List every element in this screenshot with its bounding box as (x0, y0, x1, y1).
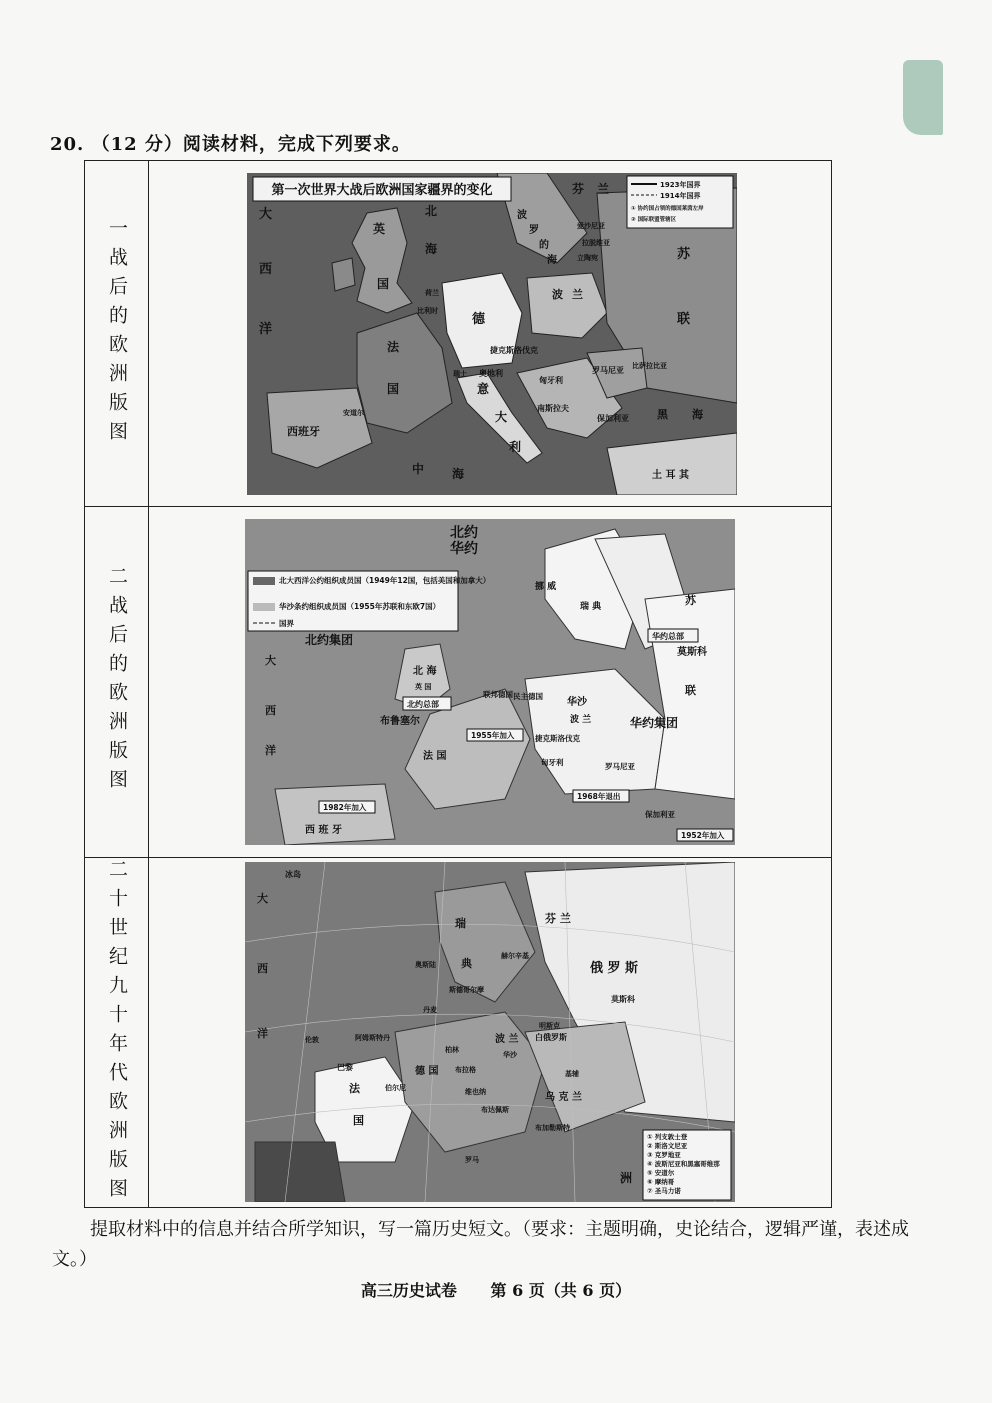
map3-legend-1: ② 斯洛文尼亚 (647, 1142, 688, 1150)
map2-label: 西 (265, 704, 276, 717)
map3-label: 芬 兰 (545, 912, 571, 925)
map-1990s-graphic (245, 862, 735, 1202)
map1-label: 匈牙利 (539, 376, 563, 385)
map1-label: 土 耳 其 (652, 470, 689, 481)
map2-label: 捷克斯洛伐克 (535, 734, 580, 743)
material-table (84, 160, 832, 1208)
map3-label: 奥斯陆 (415, 961, 436, 969)
map1-label: 爱沙尼亚 (577, 222, 605, 230)
map1-label: 国 (377, 277, 390, 291)
map1-label: 海 (452, 467, 465, 481)
map3-label: 典 (461, 957, 472, 970)
table-row (85, 161, 831, 507)
map2-label: 1952年加入 (681, 831, 725, 840)
map2-label: 挪 威 (535, 582, 557, 592)
map2-label: 联 (685, 684, 696, 697)
map1-label: 罗 (529, 225, 539, 236)
map3-label: 布拉格 (455, 1066, 476, 1074)
map2-label: 华约集团 (630, 716, 679, 730)
map2-label: 英 国 (415, 683, 432, 691)
map3-legend-2: ③ 克罗地亚 (647, 1151, 681, 1159)
map-post-ww2 (245, 519, 735, 845)
question-text: （12 分）阅读材料，完成下列要求。 (91, 134, 411, 155)
map2-label: 莫斯科 (677, 647, 707, 658)
map1-label: 西 (259, 262, 273, 277)
map3-legend-4: ⑤ 安道尔 (647, 1169, 675, 1177)
map1-label: 的 (539, 240, 549, 251)
map3-label: 大 (257, 892, 268, 905)
instruction-text: 提取材料中的信息并结合所学知识，写一篇历史短文。（要求：主题明确，史论结合，逻辑严谨，表述成文。） (52, 1219, 909, 1270)
map2-label: 匈牙利 (541, 758, 564, 767)
map3-label: 布达佩斯 (481, 1106, 509, 1114)
map2-legend-1: 华沙条约组织成员国（1955年苏联和东欧7国） (279, 602, 441, 611)
map3-label: 莫斯科 (611, 995, 635, 1004)
map1-label: 德 (472, 312, 486, 327)
map1-label: 大 (259, 207, 273, 222)
map1-label: 罗马尼亚 (592, 366, 624, 375)
map3-label: 伦敦 (305, 1036, 319, 1044)
map3-label: 柏林 (445, 1046, 459, 1054)
map3-legend-3: ④ 波斯尼亚和黑塞哥维那 (647, 1160, 720, 1168)
map1-label: 兰 (597, 182, 610, 196)
map1-label: 比萨拉比亚 (632, 362, 667, 370)
map2-label: 华约 (450, 541, 478, 557)
map1-label: 保加利亚 (597, 414, 629, 423)
map3-label: 维也纳 (465, 1088, 486, 1096)
map2-label: 法 国 (423, 751, 447, 762)
map3-legend-5: ⑥ 摩纳哥 (647, 1178, 675, 1186)
map1-label: 海 (547, 255, 557, 266)
map3-legend-0: ① 列支敦士登 (647, 1133, 688, 1141)
map1-label: 国 (387, 382, 400, 396)
map1-label: 安道尔 (343, 409, 364, 417)
map1-label: 芬 (572, 182, 585, 196)
map3-label: 阿姆斯特丹 (355, 1034, 390, 1042)
map-1990s (245, 862, 735, 1202)
map1-label: 拉脱维亚 (582, 239, 610, 247)
map3-label: 德 国 (415, 1066, 439, 1077)
map1-label: 瑞士 (453, 370, 467, 378)
map-post-ww1 (247, 173, 737, 495)
page-number: 第 6 页（共 6 页） (490, 1281, 632, 1300)
map1-label: 中 (412, 462, 425, 476)
map2-label: 西 班 牙 (305, 825, 342, 836)
map3-label: 华沙 (503, 1051, 517, 1059)
row-label-cell (85, 507, 149, 857)
map2-label: 民主德国 (513, 692, 543, 701)
map1-legend-0: 1923年国界 (660, 181, 701, 189)
map3-label: 波 兰 (495, 1034, 519, 1045)
map1-label: 奥地利 (479, 369, 503, 378)
map2-label: 1968年退出 (577, 792, 621, 801)
map1-label: 兰 (572, 288, 583, 301)
map2-label: 大 (265, 654, 276, 667)
map2-label: 联邦德国 (483, 690, 513, 699)
map2-label: 北约集团 (305, 633, 354, 647)
map3-label: 赫尔辛基 (501, 952, 529, 960)
map2-legend-2: 国界 (279, 619, 294, 628)
map3-label: 洲 (620, 1171, 633, 1185)
map1-legend-1: 1914年国界 (660, 192, 701, 200)
map2-label: 波 兰 (570, 715, 592, 725)
map1-label: 立陶宛 (577, 254, 598, 262)
map1-legend-3: ② 国际联盟管辖区 (631, 217, 677, 223)
page-footer (0, 1278, 992, 1301)
map3-label: 丹麦 (423, 1006, 437, 1014)
map2-legend-0: 北大西洋公约组织成员国（1949年12国，包括美国和加拿大） (279, 576, 491, 585)
table-row (85, 858, 831, 1207)
map1-label: 洋 (259, 322, 273, 337)
map3-label: 布加勒斯特 (535, 1124, 570, 1132)
map3-label: 西 (257, 962, 268, 975)
row-label: 二战后的欧洲版图 (106, 566, 128, 798)
map1-label: 西班牙 (287, 425, 320, 438)
row-label: 二十世纪九十年代欧洲版图 (106, 858, 128, 1207)
map1-label: 南斯拉夫 (537, 404, 569, 413)
map3-label: 罗马 (465, 1156, 479, 1164)
map3-label: 伯尔尼 (385, 1084, 406, 1092)
map2-label: 苏 (685, 594, 696, 607)
map1-label: 黑 (657, 408, 668, 421)
question-number: 20. (50, 134, 85, 155)
map2-label: 洋 (265, 744, 276, 757)
map1-label: 海 (425, 242, 438, 256)
map1-label: 法 (387, 340, 400, 354)
map1-title: 第一次世界大战后欧洲国家疆界的变化 (271, 183, 493, 198)
map2-label: 华约总部 (652, 632, 684, 641)
map3-label: 俄 罗 斯 (590, 961, 639, 976)
map2-label: 北 海 (413, 666, 437, 677)
map2-label: 华沙 (567, 697, 587, 708)
map3-label: 瑞 (455, 917, 466, 930)
row-label: 一战后的欧洲版图 (106, 217, 128, 450)
map3-label: 国 (353, 1114, 364, 1127)
map3-label: 基辅 (565, 1070, 579, 1078)
map2-label: 北约总部 (407, 700, 439, 709)
map3-label: 法 (349, 1082, 360, 1095)
map3-label: 斯德哥尔摩 (449, 986, 484, 994)
map3-label: 明斯克 (539, 1022, 560, 1030)
map1-label: 荷兰 (425, 289, 439, 297)
map3-label: 巴黎 (337, 1063, 353, 1072)
map-post-ww2-graphic (245, 519, 735, 845)
map1-label: 比利时 (417, 307, 438, 315)
corner-mark (903, 60, 943, 135)
map1-label: 波 (552, 288, 563, 301)
row-label-cell (85, 858, 149, 1207)
map3-label: 白俄罗斯 (535, 1033, 567, 1042)
map2-label: 保加利亚 (645, 810, 675, 819)
map2-label: 罗马尼亚 (605, 762, 635, 771)
map1-label: 英 (373, 222, 386, 236)
table-row (85, 507, 831, 858)
map1-label: 利 (509, 440, 522, 454)
map1-label: 北 (425, 204, 438, 218)
map2-label: 布鲁塞尔 (380, 716, 420, 727)
map3-legend-6: ⑦ 圣马力诺 (647, 1187, 681, 1195)
map-post-ww1-graphic (247, 173, 737, 495)
question-header (50, 130, 411, 156)
map1-label: 大 (495, 410, 508, 424)
exam-title: 高三历史试卷 (360, 1281, 457, 1300)
row-label-cell (85, 161, 149, 506)
map1-label: 波 (517, 210, 527, 221)
map3-label: 冰岛 (285, 870, 301, 879)
map1-label: 意 (477, 382, 490, 396)
map2-label: 1955年加入 (471, 731, 515, 740)
map1-label: 联 (677, 312, 691, 327)
map3-label: 洋 (257, 1027, 268, 1040)
map3-label: 乌 克 兰 (545, 1092, 582, 1103)
map2-label: 瑞 典 (580, 602, 602, 612)
map1-label: 苏 (677, 247, 691, 262)
map1-legend-2: ① 协约国占领的德国莱茵左岸 (631, 206, 704, 212)
map1-label: 海 (692, 408, 703, 421)
map2-label: 1982年加入 (323, 803, 367, 812)
map1-label: 捷克斯洛伐克 (490, 346, 538, 355)
map2-label: 北约 (450, 525, 478, 541)
